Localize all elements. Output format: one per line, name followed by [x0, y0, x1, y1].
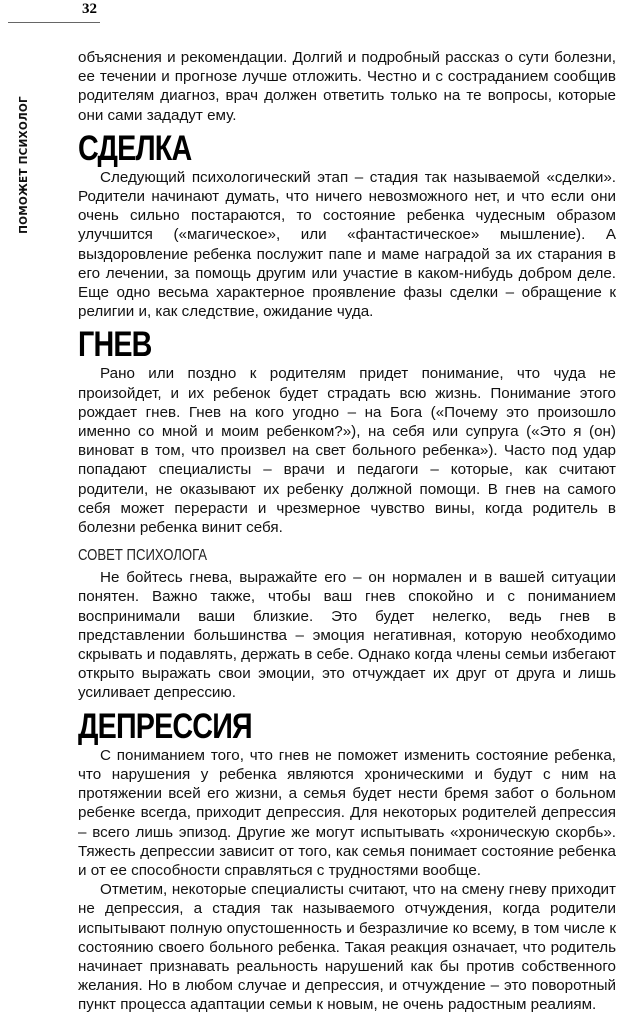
page-number: 32 [82, 1, 97, 17]
advice-heading: СОВЕТ ПСИХОЛОГА [78, 547, 208, 565]
header-rule [8, 22, 100, 23]
section-heading-depression: ДЕПРЕССИЯ [78, 706, 252, 746]
depression-paragraph-1: С пониманием того, что гнев не поможет изменить состояние ребенка, что нарушения у ребенка являются хроническими и будут с ним на протяжении всей его жизни, а семья будет нести бремя забот о больном ребенке всегда, приходит депрессия. Для некоторых родителей депрессия – всего лишь эпизод. Другие же могут испытывать «хроническую скорбь». Тяжесть депрессии зависит от того, как семья понимает состояние ребенка и от ее способности справляться с трудностями вообще. [78, 746, 616, 879]
depression-paragraph-2: Отметим, некоторые специалисты считают, что на смену гневу приходит не депрессия, а стадия так называемого отчуждения, когда родители испытывают полную опустошенность и безразличие ко всему, в том числе к состоянию своего больного ребенка. Такая реакция означает, что родитель начинает признавать реальность нарушений как бы против собственного желания. Но в любом случае и депрессия, и отчуждение – это поворотный пункт процесса адаптации семьи к новым, не очень радостным реалиям. [78, 881, 616, 1014]
section-heading-deal: СДЕЛКА [78, 128, 192, 168]
deal-paragraph: Следующий психологический этап – стадия так называемой «сделки». Родители начинают думать, что ничего невозможного нет, и что если они очень сильно постараются, то состояние ребенка чудесным образом улучшится («магическое», или «фантастическое» мышление). А выздоровление ребенка послужит папе и маме наградой за их старания в его лечении, за помощь другим или участие в каком-нибудь добром деле. Еще одно весьма характерное проявление фазы сделки – обращение к религии и, как следствие, ожидание чуда. [78, 168, 616, 321]
page-content [78, 48, 616, 1015]
advice-paragraph: Не бойтесь гнева, выражайте его – он нормален и в вашей ситуации понятен. Важно также, чтобы ваш гнев спокойно и с пониманием воспринимали ваши близкие. Это будет нелегко, ведь гнев в представлении большинства – эмоция негативная, которую необходимо скрывать и подавлять, держать в себе. Однако когда члены семьи избегают открыто выражать свои эмоции, это отчуждает их друг от друга и лишь усиливает депрессию. [78, 569, 616, 702]
intro-paragraph: объяснения и рекомендации. Долгий и подробный рассказ о сути болезни, ее течении и прогнозе лучше отложить. Честно и с состраданием сообщив родителям диагноз, врач должен ответить только на те вопросы, которые они сами зададут ему. [78, 49, 616, 124]
running-head: ПОМОЖЕТ ПСИХОЛОГ [18, 96, 30, 234]
section-heading-anger: ГНЕВ [78, 325, 152, 365]
anger-paragraph: Рано или поздно к родителям придет понимание, что чуда не произойдет, и их ребенок будет страдать всю жизнь. Понимание этого рождает гнев. Гнев на кого угодно – на Бога («Почему это произошло именно со мной и моим ребенком?»), на себя или супруга («Это я (он) виноват в том, что произвел на свет больного ребенка»). Часто под удар попадают специалисты – врачи и педагоги – которые, как считают родители, не оказывают их ребенку должной помощи. В гнев на самого себя может перерасти и чрезмерное чувство вины, когда родитель в болезни ребенка винит себя. [78, 365, 616, 537]
